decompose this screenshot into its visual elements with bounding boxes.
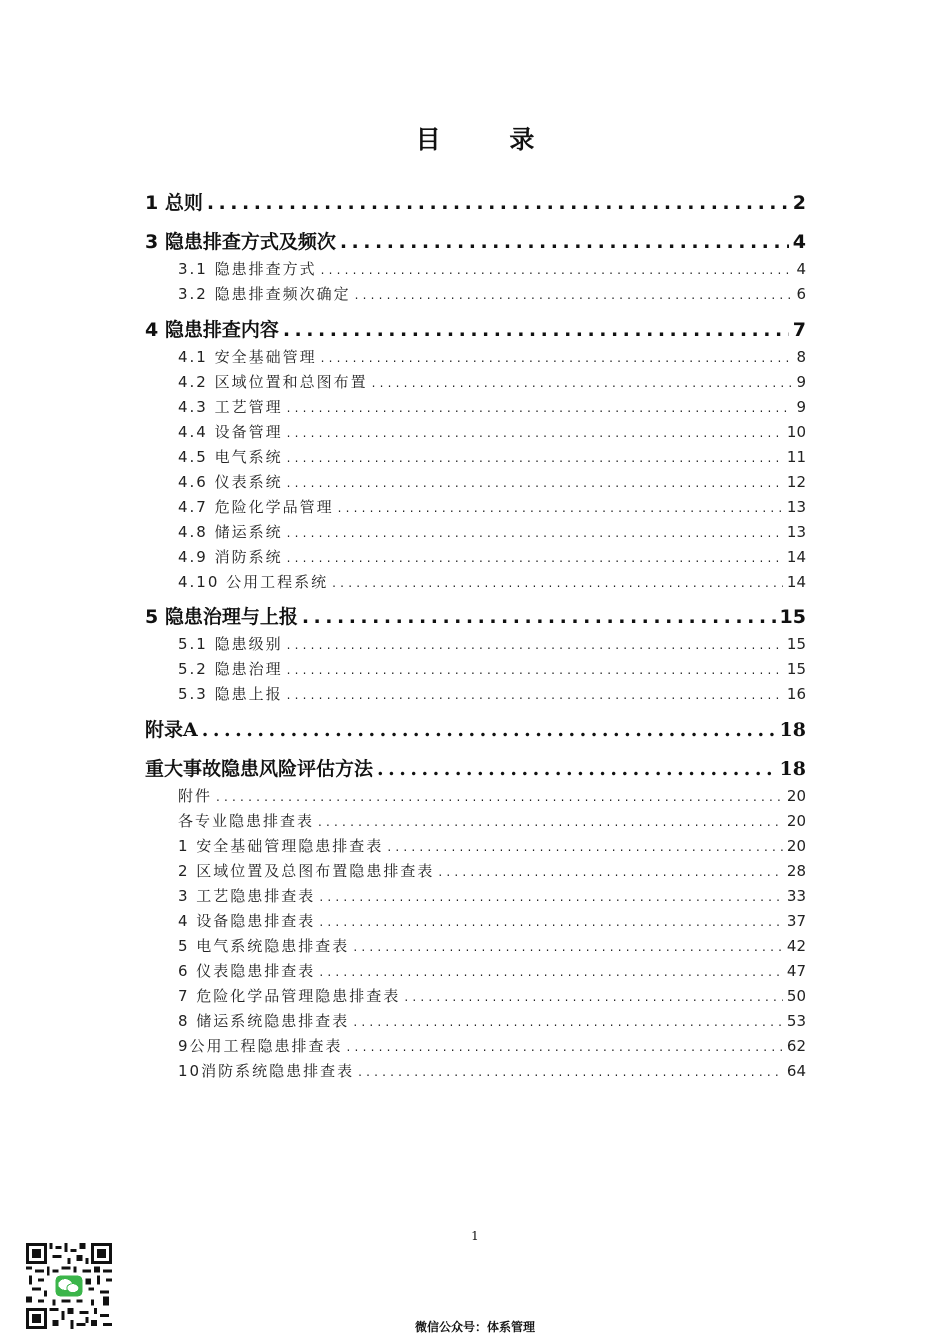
toc-entry-section[interactable]	[178, 1060, 806, 1082]
toc-entry-title: 3 隐患排查方式及频次	[145, 231, 336, 253]
toc-page-number: 47	[786, 962, 806, 980]
toc-entry-title: 5.1 隐患级别	[178, 635, 283, 653]
toc-dot-leader	[287, 447, 783, 468]
toc-entry-chapter[interactable]	[145, 229, 806, 255]
toc-entry-section[interactable]	[178, 885, 806, 907]
toc-dot-leader	[287, 522, 783, 543]
toc-page-number: 4	[796, 260, 806, 278]
toc-page-number: 16	[786, 685, 806, 703]
toc-entry-section[interactable]	[178, 396, 806, 418]
toc-entry-title: 5.2 隐患治理	[178, 660, 283, 678]
wechat-qr-code-icon	[26, 1243, 112, 1329]
toc-page-number: 9	[796, 398, 806, 416]
toc-entry-title: 10消防系统隐患排查表	[178, 1062, 355, 1080]
toc-page-number: 13	[786, 498, 806, 516]
toc-entry-title: 2 区域位置及总图布置隐患排查表	[178, 862, 435, 880]
toc-entry-title: 4.5 电气系统	[178, 448, 283, 466]
toc-dot-leader	[302, 604, 776, 630]
toc-dot-leader	[319, 961, 783, 982]
toc-page-number: 18	[779, 758, 806, 780]
toc-page-number: 9	[796, 373, 806, 391]
toc-entry-section[interactable]	[178, 985, 806, 1007]
toc-dot-leader	[287, 472, 783, 493]
toc-dot-leader	[202, 717, 776, 743]
toc-page-number: 14	[786, 548, 806, 566]
toc-page-number: 10	[786, 423, 806, 441]
toc-entry-title: 3.2 隐患排查频次确定	[178, 285, 351, 303]
toc-dot-leader	[287, 397, 793, 418]
toc-entry-section[interactable]	[178, 1035, 806, 1057]
toc-entry-title: 附件	[178, 787, 213, 805]
toc-dot-leader	[358, 1061, 783, 1082]
toc-entry-title: 9公用工程隐患排查表	[178, 1037, 343, 1055]
toc-entry-title: 4.8 储运系统	[178, 523, 283, 541]
footer-wechat-account: 微信公众号：体系管理	[414, 1320, 535, 1334]
toc-dot-leader	[338, 497, 783, 518]
toc-entry-chapter[interactable]	[145, 756, 806, 782]
toc-page-number: 12	[786, 473, 806, 491]
toc-dot-leader	[355, 284, 793, 305]
toc-entry-section[interactable]	[178, 496, 806, 518]
toc-page-number: 33	[786, 887, 806, 905]
toc-entry-section[interactable]	[178, 785, 806, 807]
toc-entry-title: 5 隐患治理与上报	[145, 606, 298, 628]
toc-entry-section[interactable]	[178, 658, 806, 680]
toc-entry-title: 4.2 区域位置和总图布置	[178, 373, 368, 391]
toc-dot-leader	[287, 422, 783, 443]
toc-page-number: 6	[796, 285, 806, 303]
toc-dot-leader	[387, 836, 783, 857]
toc-entry-title: 重大事故隐患风险评估方法	[145, 758, 374, 780]
toc-entry-chapter[interactable]	[145, 317, 806, 343]
toc-page-number: 15	[786, 660, 806, 678]
toc-entry-section[interactable]	[178, 283, 806, 305]
toc-dot-leader	[347, 1036, 783, 1057]
toc-entry-title: 5 电气系统隐患排查表	[178, 937, 350, 955]
toc-entry-section[interactable]	[178, 633, 806, 655]
toc-entry-title: 4.4 设备管理	[178, 423, 283, 441]
toc-page-number: 53	[786, 1012, 806, 1030]
toc-page-number: 13	[786, 523, 806, 541]
toc-entry-title: 4.3 工艺管理	[178, 398, 283, 416]
toc-dot-leader	[319, 911, 783, 932]
toc-entry-section[interactable]	[178, 346, 806, 368]
toc-page-number: 37	[786, 912, 806, 930]
toc-page-number: 42	[786, 937, 806, 955]
toc-page-number: 2	[792, 192, 806, 214]
toc-entry-chapter[interactable]	[145, 717, 806, 743]
toc-dot-leader	[287, 659, 783, 680]
toc-dot-leader	[340, 229, 789, 255]
toc-page-number: 20	[786, 787, 806, 805]
page-number: 1	[471, 1229, 479, 1243]
toc-title: 目 录	[415, 125, 565, 154]
toc-page-number: 15	[779, 606, 806, 628]
toc-dot-leader	[216, 786, 783, 807]
toc-entry-title: 6 仪表隐患排查表	[178, 962, 316, 980]
toc-entry-chapter[interactable]	[145, 190, 806, 216]
toc-entry-title: 7 危险化学品管理隐患排查表	[178, 987, 401, 1005]
toc-entry-section[interactable]	[178, 960, 806, 982]
toc-page-number: 7	[792, 319, 806, 341]
toc-dot-leader	[353, 936, 783, 957]
toc-entry-title: 5.3 隐患上报	[178, 685, 283, 703]
toc-entry-section[interactable]	[178, 471, 806, 493]
toc-entry-section[interactable]	[178, 935, 806, 957]
toc-page-number: 20	[786, 812, 806, 830]
toc-entry-title: 4.1 安全基础管理	[178, 348, 317, 366]
toc-page-number: 50	[786, 987, 806, 1005]
toc-entry-section[interactable]	[178, 521, 806, 543]
toc-entry-title: 4.6 仪表系统	[178, 473, 283, 491]
toc-dot-leader	[319, 886, 783, 907]
toc-page-number: 11	[786, 448, 806, 466]
toc-entry-chapter[interactable]	[145, 604, 806, 630]
toc-entry-section[interactable]	[178, 258, 806, 280]
toc-dot-leader	[332, 572, 783, 593]
toc-page-number: 18	[779, 719, 806, 741]
toc-page-number: 20	[786, 837, 806, 855]
toc-entry-title: 各专业隐患排查表	[178, 812, 315, 830]
toc-entry-section[interactable]	[178, 371, 806, 393]
toc-dot-leader	[377, 756, 776, 782]
toc-dot-leader	[372, 372, 793, 393]
toc-page-number: 4	[792, 231, 806, 253]
toc-dot-leader	[321, 259, 793, 280]
toc-entry-title: 4 设备隐患排查表	[178, 912, 316, 930]
toc-entry-section[interactable]	[178, 810, 806, 832]
toc-entry-title: 8 储运系统隐患排查表	[178, 1012, 350, 1030]
toc-entry-section[interactable]	[178, 1010, 806, 1032]
toc-page-number: 28	[786, 862, 806, 880]
toc-dot-leader	[353, 1011, 783, 1032]
toc-page-number: 62	[786, 1037, 806, 1055]
toc-page-number: 8	[796, 348, 806, 366]
toc-entry-section[interactable]	[178, 860, 806, 882]
toc-dot-leader	[287, 684, 783, 705]
toc-entry-title: 3 工艺隐患排查表	[178, 887, 316, 905]
toc-dot-leader	[321, 347, 793, 368]
toc-entry-title: 1 总则	[145, 192, 203, 214]
toc-entry-section[interactable]	[178, 546, 806, 568]
toc-dot-leader	[287, 634, 783, 655]
toc-page-number: 14	[786, 573, 806, 591]
toc-dot-leader	[283, 317, 789, 343]
toc-dot-leader	[318, 811, 783, 832]
toc-entry-title: 3.1 隐患排查方式	[178, 260, 317, 278]
toc-entry-title: 4.7 危险化学品管理	[178, 498, 334, 516]
toc-entry-section[interactable]	[178, 446, 806, 468]
toc-entry-title: 1 安全基础管理隐患排查表	[178, 837, 384, 855]
toc-entry-section[interactable]	[178, 683, 806, 705]
toc-entry-section[interactable]	[178, 910, 806, 932]
toc-entry-title: 4.9 消防系统	[178, 548, 283, 566]
toc-entry-title: 4.10 公用工程系统	[178, 573, 329, 591]
toc-entry-section[interactable]	[178, 571, 806, 593]
toc-dot-leader	[438, 861, 783, 882]
toc-entry-title: 4 隐患排查内容	[145, 319, 279, 341]
toc-entry-section[interactable]	[178, 421, 806, 443]
toc-entry-title: 附录A	[145, 719, 198, 741]
toc-page-number: 15	[786, 635, 806, 653]
toc-entry-section[interactable]	[178, 835, 806, 857]
toc-dot-leader	[404, 986, 783, 1007]
toc-dot-leader	[207, 190, 789, 216]
toc-page-number: 64	[786, 1062, 806, 1080]
toc-dot-leader	[287, 547, 783, 568]
